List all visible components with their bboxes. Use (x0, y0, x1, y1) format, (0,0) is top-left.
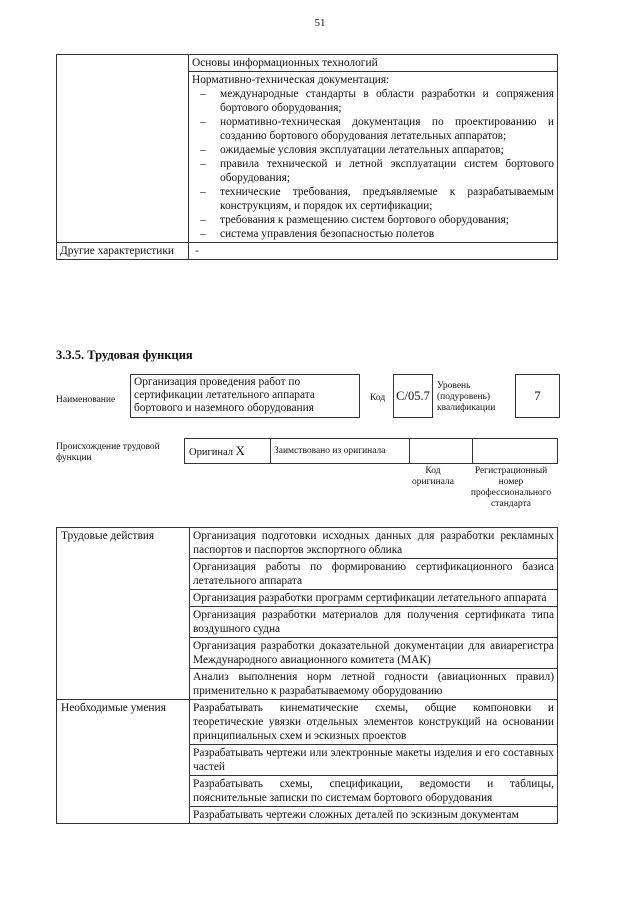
function-name-box: Организация проведения работ по сертификации летательного аппарата бортового и наземного оборудования (130, 374, 360, 418)
labor-table (56, 527, 558, 824)
labor-actions-label: Трудовые действия (57, 528, 190, 700)
list-item: – нормативно-техническая документация по проектированию и созданию бортового оборудования летательных аппаратов; (192, 115, 554, 143)
list-item: – технические требования, предъявляемые к разрабатываемым конструкциям, и порядок их сертификации; (192, 185, 554, 213)
list-heading: Нормативно-техническая документация: (192, 74, 390, 86)
labor-action-item: Анализ выполнения норм летной годности (авиационных правил) применительно к разрабатываемому оборудованию (190, 669, 558, 700)
origin-table (184, 438, 558, 464)
labor-action-item: Организация разработки доказательной документации для авиарегистра Международного авиационного комитета (МАК) (190, 638, 558, 669)
original-cell (185, 439, 271, 464)
original-label: Оригинал (189, 446, 233, 458)
labor-action-item: Организация подготовки исходных данных для разработки рекламных паспортов и паспортов экспортного облика (190, 528, 558, 559)
name-label: Наименование (56, 395, 116, 405)
labor-action-item: Организация работы по формированию сертификационного базиса летательного аппарата (190, 559, 558, 590)
skill-item: Разрабатывать схемы, спецификации, ведомости и таблицы, пояснительные записки по системам бортового оборудования (190, 776, 558, 807)
labor-action-item: Организация разработки материалов для получения сертификата типа воздушного судна (190, 607, 558, 638)
list-item: – система управления безопасностью полетов (192, 227, 554, 241)
registration-number-cell (473, 439, 558, 464)
original-mark: X (235, 443, 245, 458)
knowledge-item: Основы информационных технологий (189, 55, 558, 72)
code-box: C/05.7 (393, 374, 433, 418)
other-characteristics-label: Другие характеристики (57, 243, 189, 260)
skill-item: Разрабатывать чертежи сложных деталей по эскизным документам (190, 807, 558, 824)
other-characteristics-value: - (189, 243, 558, 260)
list-item: – правила технической и летной эксплуатации систем бортового оборудования; (192, 157, 554, 185)
registration-caption: Регистрационный номер профессионального стандарта (470, 466, 552, 509)
empty-label-cell (57, 55, 189, 243)
knowledge-table (56, 54, 558, 260)
skill-item: Разрабатывать кинематические схемы, общие компоновки и теоретические увязки отдельных элементов конструкций на основании принципиальных схем и эскизных проектов (190, 700, 558, 745)
page-number: 51 (314, 17, 326, 29)
skills-label: Необходимые умения (57, 700, 190, 824)
knowledge-item-list (189, 72, 558, 243)
original-code-cell (410, 439, 473, 464)
dash-list (192, 87, 554, 241)
code-caption: Код оригинала (412, 466, 454, 487)
origin-label: Происхождение трудовой функции (56, 442, 160, 463)
skill-item: Разрабатывать чертежи или электронные макеты изделия и его составных частей (190, 745, 558, 776)
list-item: – международные стандарты в области разработки и сопряжения бортового оборудования; (192, 87, 554, 115)
section-title: 3.3.5. Трудовая функция (56, 348, 193, 362)
code-label: Код (370, 393, 386, 403)
level-label: Уровень (подуровень) квалификации (437, 381, 496, 413)
list-item: – ожидаемые условия эксплуатации летательных аппаратов; (192, 143, 554, 157)
borrowed-cell: Заимствовано из оригинала (271, 439, 410, 464)
level-box: 7 (515, 374, 560, 418)
labor-action-item: Организация разработки программ сертификации летательного аппарата (190, 590, 558, 607)
list-item: – требования к размещению систем бортового оборудования; (192, 213, 554, 227)
